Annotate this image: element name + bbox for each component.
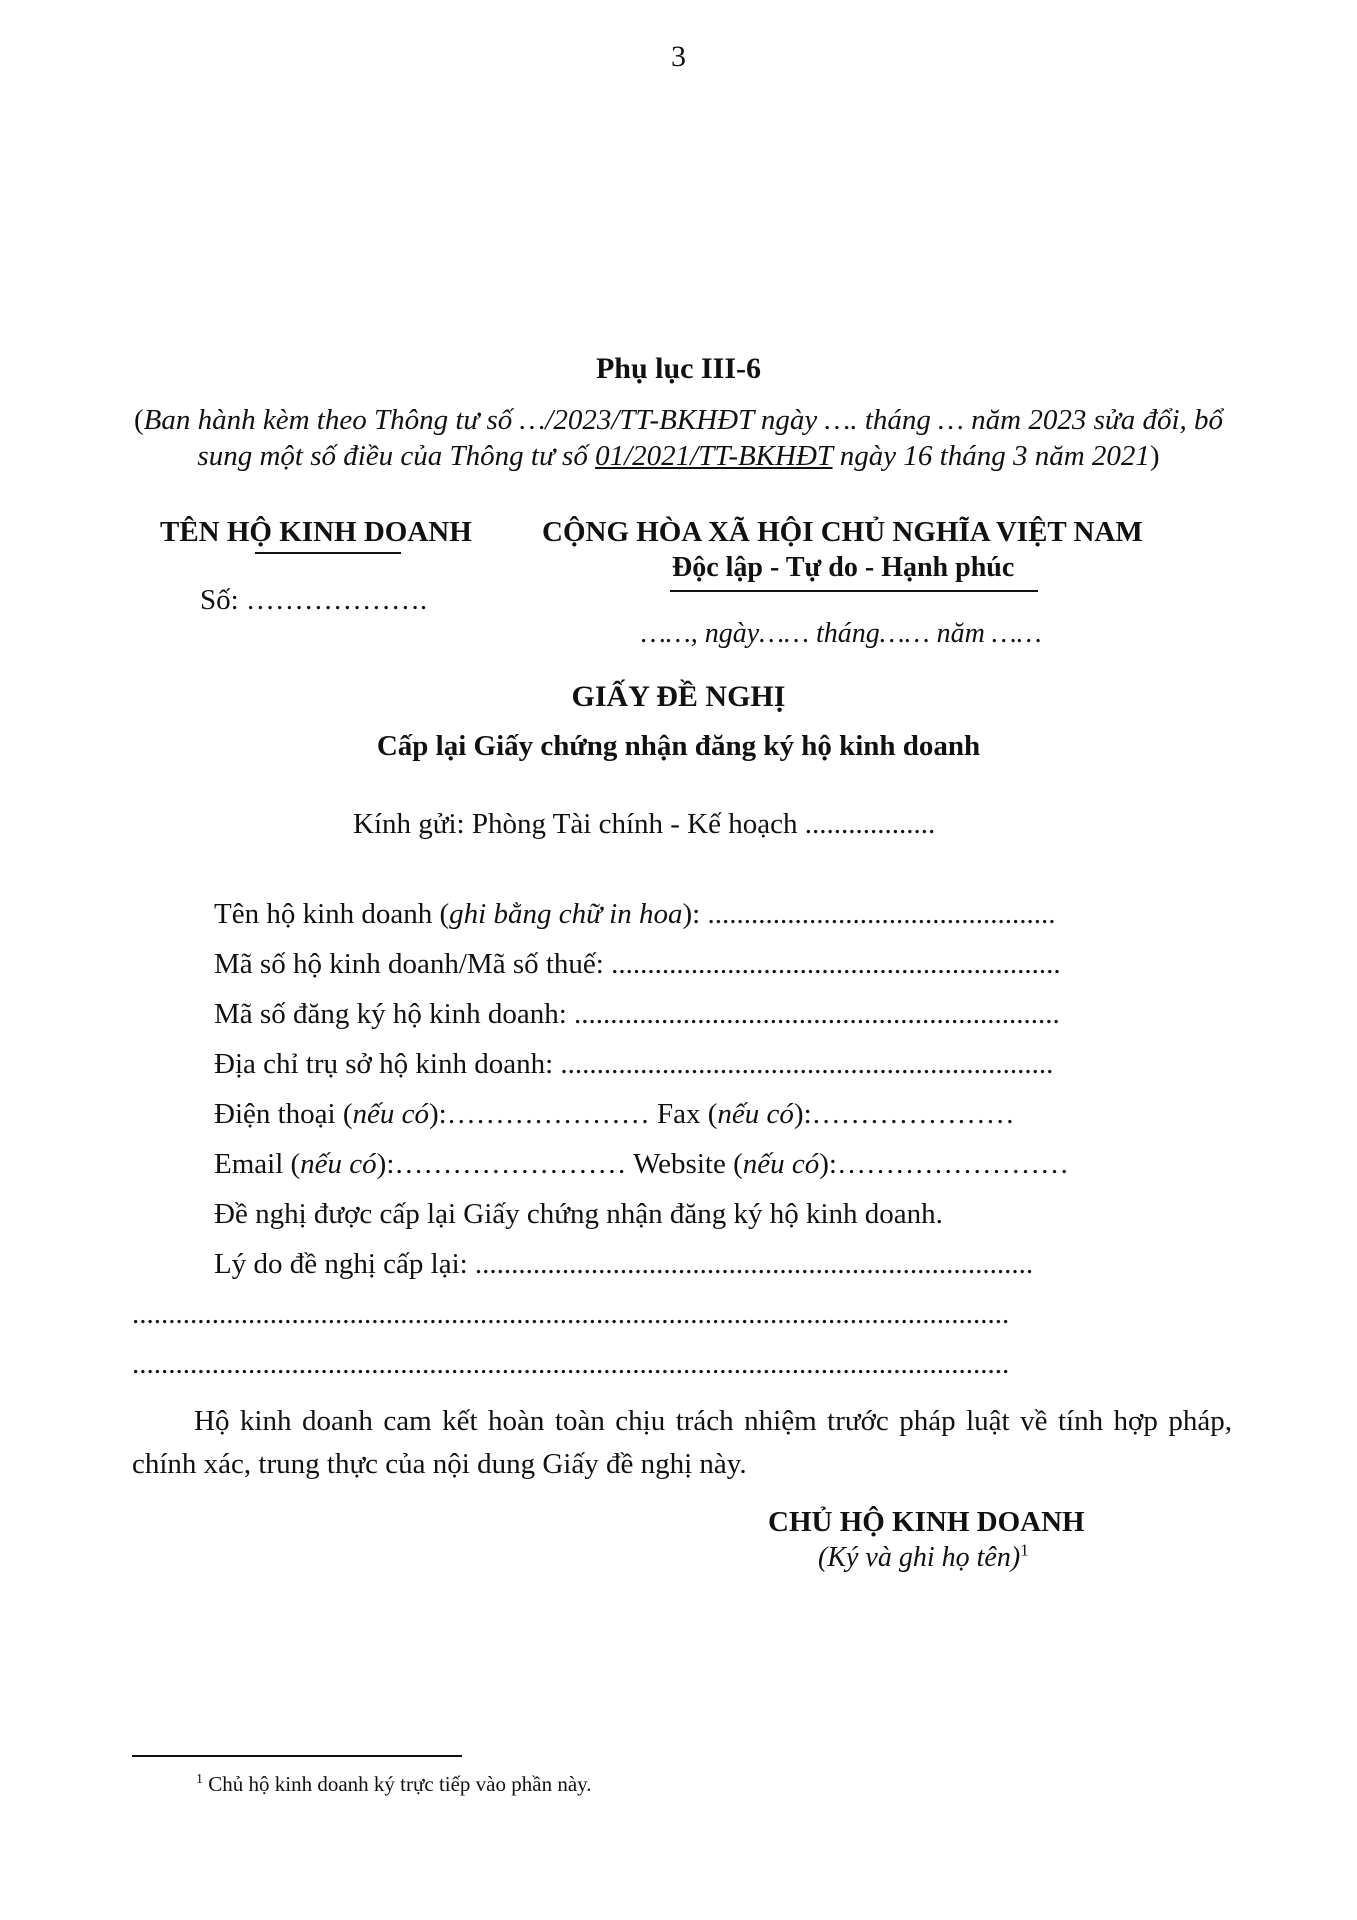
reason-dots-line: ......................................................................................................................... [132, 1298, 1010, 1330]
footnote-text: Chủ hộ kinh doanh ký trực tiếp vào phần này. [203, 1772, 592, 1796]
footnote-divider [132, 1755, 462, 1757]
address-field: Địa chỉ trụ sở hộ kinh doanh: .................................................................... [214, 1048, 1054, 1080]
phone-label: Điện thoại ( [214, 1098, 353, 1130]
fax-dots: ):………………… [793, 1098, 1015, 1130]
footnote-reference: 1 [1020, 1540, 1029, 1560]
reason-field: Lý do đề nghị cấp lại: ............................................................................. [214, 1248, 1034, 1280]
appendix-note-text-1: Ban hành kèm theo Thông tư số …/2023/TT-BKHĐT ngày …. tháng … năm 2023 sửa đổi, bổ [143, 404, 1224, 436]
website-dots: ):…………………… [819, 1148, 1069, 1180]
email-dots: ):…………………… [376, 1148, 634, 1180]
fax-hint: nếu có [717, 1098, 794, 1130]
business-name-heading: TÊN HỘ KINH DOANH [160, 516, 472, 548]
commitment-paragraph: Hộ kinh doanh cam kết hoàn toàn chịu trách nhiệm trước pháp luật về tính hợp pháp, chính xác, trung thực của nội dung Giấy đề nghị này. [132, 1405, 1232, 1480]
email-hint: nếu có [300, 1148, 377, 1180]
phone-dots: ):………………… [429, 1098, 657, 1130]
national-title: CỘNG HÒA XÃ HỘI CHỦ NGHĨA VIỆT NAM [542, 516, 1143, 548]
date-line: ……, ngày…… tháng…… năm …… [641, 618, 1042, 649]
appendix-title: Phụ lục III-6 [595, 352, 762, 385]
business-name-field [214, 898, 1055, 931]
field-dots: ): ................................................ [682, 898, 1056, 930]
request-statement: Đề nghị được cấp lại Giấy chứng nhận đăng ký hộ kinh doanh. [214, 1198, 943, 1230]
footnote-mark: 1 [196, 1772, 203, 1787]
appendix-note-line-2: sung một số điều của Thông tư số 01/2021/TT-BKHĐT ngày 16 tháng 3 năm 2021) [197, 440, 1160, 472]
email-website-field [214, 1148, 1069, 1181]
national-motto: Độc lập - Tự do - Hạnh phúc [672, 552, 1015, 583]
reason-dots-line: ......................................................................................................................... [132, 1348, 1010, 1380]
motto-underline [670, 590, 1038, 592]
website-hint: nếu có [742, 1148, 820, 1180]
appendix-note-text-2: sung một số điều của Thông tư số [197, 440, 596, 472]
signer-title: CHỦ HỘ KINH DOANH [768, 1506, 1085, 1538]
page-number: 3 [671, 40, 686, 73]
business-name-underline [255, 552, 401, 554]
registration-code-field: Mã số đăng ký hộ kinh doanh: ................................................................... [214, 998, 1060, 1030]
recipient-line: Kính gửi: Phòng Tài chính - Kế hoạch .................. [353, 808, 936, 840]
website-label: Website ( [633, 1148, 743, 1180]
field-hint: ghi bằng chữ in hoa [449, 898, 683, 930]
appendix-note-text-3: ngày 16 tháng 3 năm 2021 [832, 440, 1150, 472]
field-label: Tên hộ kinh doanh ( [214, 898, 450, 930]
appendix-note-line-1: (Ban hành kèm theo Thông tư số …/2023/TT-BKHĐT ngày …. tháng … năm 2023 sửa đổi, bổ [133, 404, 1224, 436]
signer-note-text: Ký và ghi họ tên [827, 1542, 1011, 1573]
document-number: Số: ………………. [200, 584, 428, 616]
email-label: Email ( [214, 1148, 301, 1180]
signer-note: (Ký và ghi họ tên)$^1$ [818, 1540, 1029, 1573]
phone-fax-field [214, 1098, 1015, 1131]
form-title: GIẤY ĐỀ NGHỊ [571, 680, 786, 713]
fax-label: Fax ( [656, 1098, 718, 1130]
footnote [196, 1772, 592, 1797]
form-subtitle: Cấp lại Giấy chứng nhận đăng ký hộ kinh doanh [376, 730, 981, 762]
tax-code-field: Mã số hộ kinh doanh/Mã số thuế: .............................................................. [214, 948, 1061, 980]
circular-reference: 01/2021/TT-BKHĐT [595, 440, 833, 472]
phone-hint: nếu có [352, 1098, 430, 1130]
